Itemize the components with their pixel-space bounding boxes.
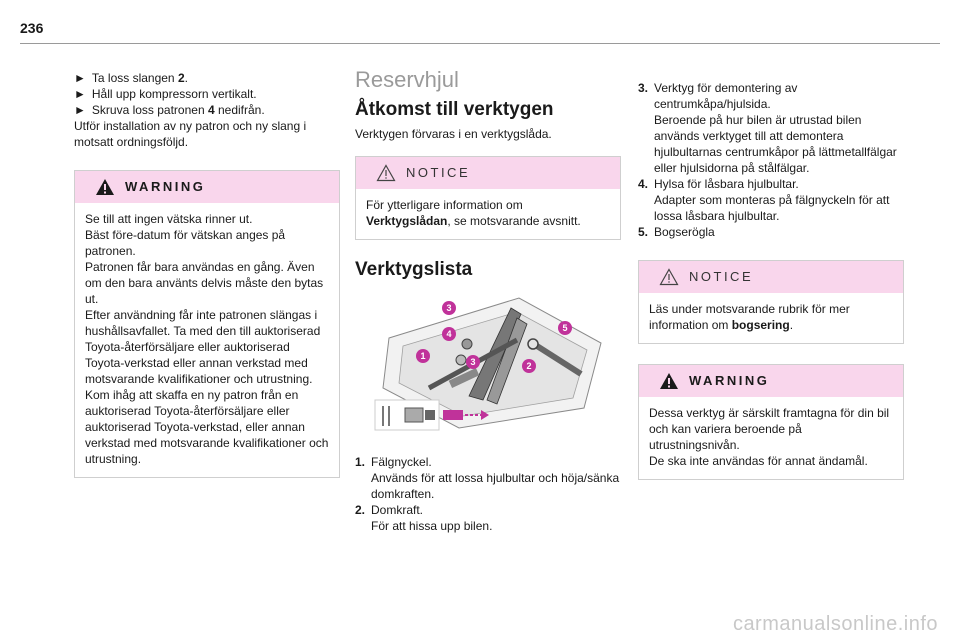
- warning-body: Se till att ingen vätska rinner ut. Bäst före-datum för vätskan anges på patronen. Patronen får bara användas en gång. Även om den bara använts delvis måste den bytas ut. Efter användning får inte patronen slängas i hushållsavfallet. Ta med den till auktoriserad Toyota-återförsäljare eller auktoriserad Toyota-verkstad eller annan verkstad med motsvarande kvalifikationer och utrustning. Kom ihåg att skaffa en ny patron från en auktoriserad Toyota-återförsäljare eller auktoriserad Toyota-verkstad, eller annan verkstad med motsvarande kvalifikationer och utrustning.: [85, 212, 329, 466]
- notice-triangle-icon: [659, 268, 679, 286]
- list-item: [638, 224, 904, 240]
- toolkit-illustration: [369, 288, 609, 438]
- marker-label: 5: [562, 323, 568, 333]
- subheading-tool-list: Verktygslista: [355, 259, 473, 280]
- notice-text-end: .: [789, 318, 794, 332]
- list-item: [638, 80, 904, 176]
- notice-box: [355, 156, 621, 240]
- marker-label: 3: [470, 357, 476, 367]
- warning-header: [639, 365, 903, 397]
- tool-list-part2: [638, 80, 904, 240]
- list-number: 4.: [638, 177, 649, 191]
- intro-text: Verktygen förvaras i en verktygslåda.: [355, 127, 552, 141]
- arrow-bullet-icon: ►: [74, 103, 86, 117]
- notice-text-end: , se motsvarande avsnitt.: [447, 214, 581, 228]
- column-3: [638, 80, 904, 480]
- section-title: Reservhjul: [355, 67, 459, 92]
- notice-text: Läs under motsvarande rubrik för mer information om: [649, 302, 850, 332]
- arrow-bullet-icon: ►: [74, 71, 86, 85]
- warning-title: WARNING: [689, 373, 770, 388]
- list-number: 5.: [638, 225, 649, 239]
- list-text: Verktyg för demontering av centrumkåpa/hjulsida. Beroende på hur bilen är utrustad bilen används verktyget till att demontera hjulbultarnas centrumkåpor på lättmetallfälgar eller hjulsidorna på stålfälgar.: [654, 81, 897, 175]
- notice-header: [639, 261, 903, 293]
- column-2: [355, 67, 621, 534]
- step-item: [74, 70, 340, 86]
- marker-label: 2: [526, 361, 532, 371]
- list-number: 2.: [355, 503, 366, 517]
- step-ref: 4: [207, 103, 215, 117]
- notice-title: NOTICE: [406, 165, 471, 180]
- list-text: Bogserögla: [654, 225, 715, 239]
- toolkit-drawing: [369, 288, 609, 438]
- step-text: Ta loss slangen: [91, 71, 178, 85]
- steps-list: [74, 70, 340, 118]
- reassembly-note: Utför installation av ny patron och ny slang i motsatt ordningsföljd.: [74, 119, 307, 149]
- warning-header: [75, 171, 339, 203]
- warning-triangle-icon: [95, 178, 115, 196]
- list-text: Domkraft. För att hissa upp bilen.: [371, 503, 493, 533]
- list-number: 1.: [355, 455, 366, 469]
- notice-box: [638, 260, 904, 344]
- step-item: [74, 86, 340, 102]
- list-item: [355, 502, 621, 534]
- column-1: [74, 70, 340, 478]
- notice-title: NOTICE: [689, 269, 754, 284]
- list-number: 3.: [638, 81, 649, 95]
- notice-ref: bogsering: [731, 318, 790, 332]
- marker-label: 1: [420, 351, 426, 361]
- footer-watermark[interactable]: carmanualsonline.info: [732, 613, 938, 635]
- subheading-access: Åtkomst till verktygen: [355, 99, 554, 120]
- list-text: Fälgnyckel. Används för att lossa hjulbultar och höja/sänka domkraften.: [371, 455, 620, 501]
- notice-triangle-icon: [376, 164, 396, 182]
- header-divider: [20, 43, 940, 44]
- warning-triangle-icon: [659, 372, 679, 390]
- step-text: Skruva loss patronen: [91, 103, 208, 117]
- notice-body: [639, 293, 903, 343]
- list-text: Hylsa för låsbara hjulbultar. Adapter som monteras på fälgnyckeln för att lossa låsbara hjulbultar.: [654, 177, 890, 223]
- marker-label: 3: [446, 303, 452, 313]
- list-item: [638, 176, 904, 224]
- warning-box: [638, 364, 904, 480]
- notice-text: För ytterligare information om: [366, 198, 523, 212]
- notice-body: [356, 189, 620, 239]
- warning-body: Dessa verktyg är särskilt framtagna för din bil och kan variera beroende på utrustningsnivån. De ska inte användas för annat ändamål.: [649, 406, 890, 468]
- step-ref: 2: [177, 71, 185, 85]
- notice-header: [356, 157, 620, 189]
- page-number: 236: [20, 20, 44, 36]
- list-item: [355, 454, 621, 502]
- step-item: [74, 102, 340, 118]
- warning-title: WARNING: [125, 179, 206, 194]
- step-text: Håll upp kompressorn vertikalt.: [91, 87, 257, 101]
- tool-list-part1: [355, 454, 621, 534]
- arrow-bullet-icon: ►: [74, 87, 86, 101]
- step-text-end: nedifrån.: [214, 103, 265, 117]
- notice-ref: Verktygslådan: [366, 214, 448, 228]
- marker-label: 4: [446, 329, 452, 339]
- step-text-end: .: [184, 71, 188, 85]
- warning-box: [74, 170, 340, 478]
